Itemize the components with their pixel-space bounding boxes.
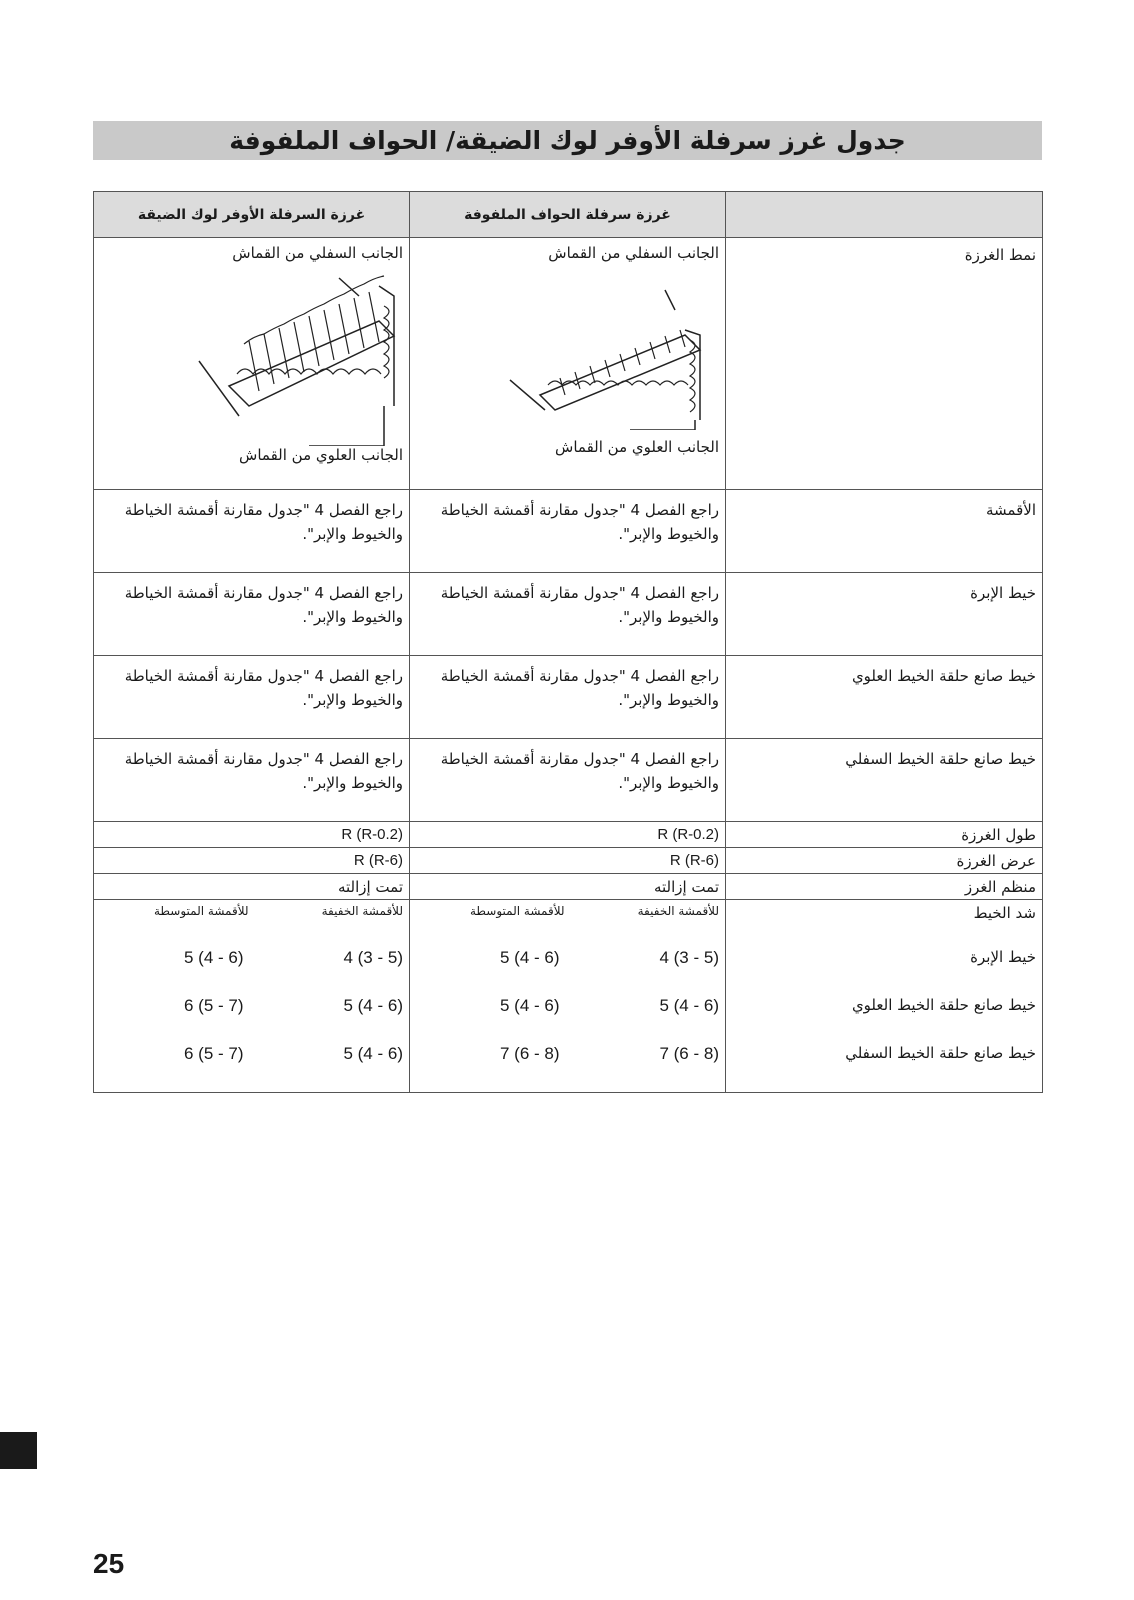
tension-value: 5 (4 - 6)	[343, 1044, 403, 1063]
narrow-overlock-stitch-illustration	[189, 266, 429, 446]
lower-looper-narrow-overlock: راجع الفصل 4 "جدول مقارنة أقمشة الخياطة والخيوط والإبر".	[94, 739, 410, 822]
rolled-hem-diagram-cell	[410, 238, 726, 490]
stitch-chart-table	[93, 191, 1043, 1093]
page-title-bar	[93, 121, 1042, 160]
tension-value: 5 (4 - 6)	[500, 948, 560, 967]
table-row	[94, 848, 1043, 874]
lower-looper-label: خيط صانع حلقة الخيط السفلي	[726, 739, 1043, 822]
header-narrow-overlock: غرزة السرفلة الأوفر لوك الضيقة	[94, 192, 410, 238]
table-row	[94, 573, 1043, 656]
tension-rolled-hem	[410, 900, 726, 1093]
tension-value: 4 (3 - 5)	[659, 948, 719, 967]
header-rolled-hem: غرزة سرفلة الحواف الملفوفة	[410, 192, 726, 238]
light-fabrics-header: للأقمشة الخفيفة	[637, 904, 719, 918]
table-row	[94, 739, 1043, 822]
table-row	[94, 238, 1043, 490]
thread-tension-label: شد الخيط	[973, 904, 1036, 922]
stitch-width-label: عرض الغرزة	[726, 848, 1043, 874]
chapter-tab-marker	[0, 1432, 37, 1469]
table-row	[94, 490, 1043, 573]
page-number: 25	[93, 1548, 125, 1579]
tension-value: 5 (4 - 6)	[343, 996, 403, 1015]
narrow-overlock-diagram-cell	[94, 238, 410, 490]
medium-fabrics-header: للأقمشة المتوسطة	[154, 904, 249, 918]
lower-side-label: الجانب السفلي من القماش	[548, 244, 719, 262]
needle-thread-rolled-hem: راجع الفصل 4 "جدول مقارنة أقمشة الخياطة والخيوط والإبر".	[410, 573, 726, 656]
fabric-narrow-overlock: راجع الفصل 4 "جدول مقارنة أقمشة الخياطة والخيوط والإبر".	[94, 490, 410, 573]
tension-value: 7 (6 - 8)	[659, 1044, 719, 1063]
stitch-length-rolled-hem: R (R-0.2)	[410, 822, 726, 848]
stitch-pattern-label: نمط الغرزة	[726, 238, 1043, 490]
lower-looper-rolled-hem: راجع الفصل 4 "جدول مقارنة أقمشة الخياطة والخيوط والإبر".	[410, 739, 726, 822]
tension-value: 7 (6 - 8)	[500, 1044, 560, 1063]
stitch-length-label: طول الغرزة	[726, 822, 1043, 848]
table-header-row	[94, 192, 1043, 238]
needle-thread-label: خيط الإبرة	[970, 948, 1036, 966]
rolled-hem-stitch-illustration	[500, 280, 730, 430]
needle-thread-narrow-overlock: راجع الفصل 4 "جدول مقارنة أقمشة الخياطة والخيوط والإبر".	[94, 573, 410, 656]
header-blank	[726, 192, 1043, 238]
fabrics-label: الأقمشة	[726, 490, 1043, 573]
upper-side-label: الجانب العلوي من القماش	[555, 438, 719, 456]
needle-thread-label: خيط الإبرة	[726, 573, 1043, 656]
stitch-finger-narrow-overlock: تمت إزالته	[94, 874, 410, 900]
upper-looper-label: خيط صانع حلقة الخيط العلوي	[726, 656, 1043, 739]
upper-side-label: الجانب العلوي من القماش	[239, 446, 403, 464]
upper-looper-rolled-hem: راجع الفصل 4 "جدول مقارنة أقمشة الخياطة والخيوط والإبر".	[410, 656, 726, 739]
stitch-length-narrow-overlock: R (R-0.2)	[94, 822, 410, 848]
tension-row	[94, 900, 1043, 1093]
table-row	[94, 874, 1043, 900]
table-row	[94, 822, 1043, 848]
tension-value: 6 (5 - 7)	[184, 996, 244, 1015]
tension-labels	[726, 900, 1043, 1093]
lower-looper-label: خيط صانع حلقة الخيط السفلي	[845, 1044, 1036, 1062]
stitch-width-narrow-overlock: R (R-6)	[94, 848, 410, 874]
upper-looper-label: خيط صانع حلقة الخيط العلوي	[851, 996, 1036, 1014]
light-fabrics-header: للأقمشة الخفيفة	[321, 904, 403, 918]
page-title: جدول غرز سرفلة الأوفر لوك الضيقة/ الحواف الملفوفة	[229, 126, 906, 155]
table-row	[94, 656, 1043, 739]
tension-narrow-overlock	[94, 900, 410, 1093]
stitch-width-rolled-hem: R (R-6)	[410, 848, 726, 874]
tension-value: 4 (3 - 5)	[343, 948, 403, 967]
tension-value: 5 (4 - 6)	[184, 948, 244, 967]
medium-fabrics-header: للأقمشة المتوسطة	[470, 904, 565, 918]
tension-value: 6 (5 - 7)	[184, 1044, 244, 1063]
tension-value: 5 (4 - 6)	[659, 996, 719, 1015]
stitch-finger-label: منظم الغرز	[726, 874, 1043, 900]
upper-looper-narrow-overlock: راجع الفصل 4 "جدول مقارنة أقمشة الخياطة والخيوط والإبر".	[94, 656, 410, 739]
stitch-finger-rolled-hem: تمت إزالته	[410, 874, 726, 900]
tension-value: 5 (4 - 6)	[500, 996, 560, 1015]
fabric-rolled-hem: راجع الفصل 4 "جدول مقارنة أقمشة الخياطة والخيوط والإبر".	[410, 490, 726, 573]
lower-side-label: الجانب السفلي من القماش	[232, 244, 403, 262]
